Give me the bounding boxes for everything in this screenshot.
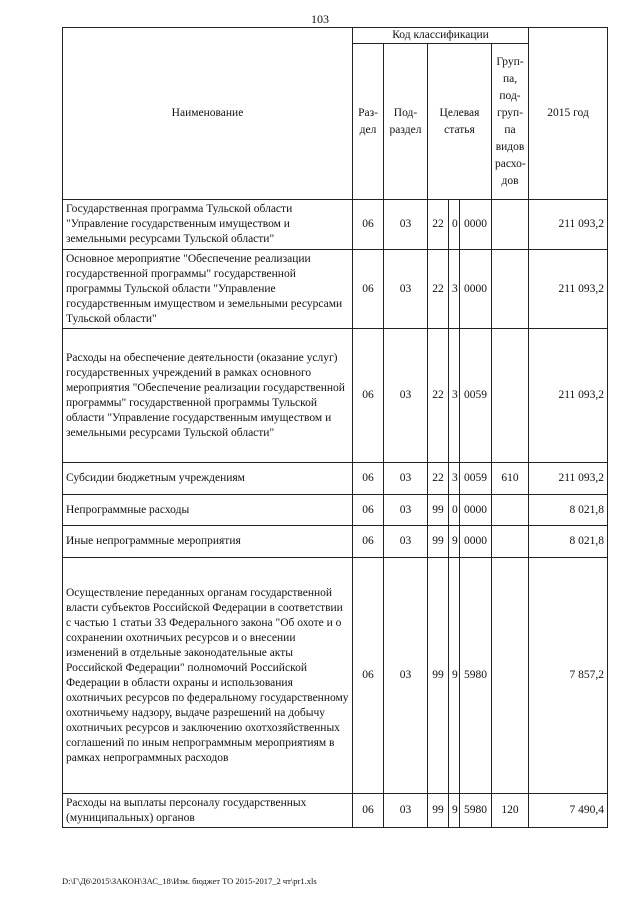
- table-row: [63, 250, 608, 329]
- header-row: [63, 28, 608, 44]
- row-razdel: 06: [353, 329, 384, 463]
- header-name: Наименование: [63, 28, 353, 200]
- row-target-direction: 0000: [460, 495, 492, 526]
- table-row: [63, 526, 608, 558]
- row-razdel: 06: [353, 495, 384, 526]
- row-amount: 211 093,2: [529, 250, 608, 329]
- row-target-program: 22: [428, 329, 449, 463]
- row-name: Непрограммные расходы: [63, 495, 353, 526]
- row-target-program: 99: [428, 526, 449, 558]
- row-razdel: 06: [353, 250, 384, 329]
- table-row: [63, 463, 608, 495]
- row-name: Основное мероприятие "Обеспечение реализации государственной программы" государственной программы Тульской области "Управление государственным имуществом и земельными ресурсами Тульской области": [63, 250, 353, 329]
- row-target-subprogram: 9: [449, 794, 460, 828]
- row-target-subprogram: 0: [449, 200, 460, 250]
- row-target-direction: 0059: [460, 463, 492, 495]
- row-target-subprogram: 3: [449, 250, 460, 329]
- row-amount: 211 093,2: [529, 329, 608, 463]
- row-amount: 8 021,8: [529, 495, 608, 526]
- row-target-program: 99: [428, 794, 449, 828]
- row-target-program: 99: [428, 495, 449, 526]
- row-podrazdel: 03: [384, 250, 428, 329]
- row-target-direction: 0000: [460, 250, 492, 329]
- table-row: [63, 794, 608, 828]
- row-group: 610: [492, 463, 529, 495]
- row-target-direction: 0000: [460, 526, 492, 558]
- header-target: Целевая статья: [428, 44, 492, 200]
- budget-table: [62, 27, 608, 828]
- header-group: Груп- па, под- груп- па видов расхо- дов: [492, 44, 529, 200]
- row-podrazdel: 03: [384, 495, 428, 526]
- row-podrazdel: 03: [384, 558, 428, 794]
- row-razdel: 06: [353, 558, 384, 794]
- row-group: [492, 200, 529, 250]
- row-target-direction: 5980: [460, 558, 492, 794]
- row-razdel: 06: [353, 200, 384, 250]
- row-target-program: 22: [428, 200, 449, 250]
- row-target-subprogram: 9: [449, 558, 460, 794]
- row-group: [492, 250, 529, 329]
- header-razdel: Раз- дел: [353, 44, 384, 200]
- row-name: Расходы на обеспечение деятельности (оказание услуг) государственных учреждений в рамках основного мероприятия "Обеспечение реализации государственной программы" государственной программы Тульской области "Управление государственным имуществом и земельными ресурсами Тульской области": [63, 329, 353, 463]
- row-group: [492, 558, 529, 794]
- row-razdel: 06: [353, 794, 384, 828]
- row-podrazdel: 03: [384, 329, 428, 463]
- table-row: [63, 495, 608, 526]
- row-group: [492, 329, 529, 463]
- row-target-program: 22: [428, 463, 449, 495]
- row-amount: 7 857,2: [529, 558, 608, 794]
- row-target-subprogram: 9: [449, 526, 460, 558]
- row-name: Субсидии бюджетным учреждениям: [63, 463, 353, 495]
- row-amount: 211 093,2: [529, 200, 608, 250]
- row-target-direction: 5980: [460, 794, 492, 828]
- row-group: 120: [492, 794, 529, 828]
- header-podrazdel: Под- раздел: [384, 44, 428, 200]
- row-razdel: 06: [353, 526, 384, 558]
- row-amount: 8 021,8: [529, 526, 608, 558]
- row-group: [492, 526, 529, 558]
- row-target-program: 99: [428, 558, 449, 794]
- row-podrazdel: 03: [384, 794, 428, 828]
- row-razdel: 06: [353, 463, 384, 495]
- page-number: 103: [311, 12, 329, 26]
- file-path-footer: D:\Г\Д6\2015\ЗАКОН\ЗАС_18\Изм. бюджет ТО 2015-2017_2 чт\pr1.xls: [62, 876, 317, 886]
- row-target-direction: 0000: [460, 200, 492, 250]
- header-year: 2015 год: [529, 28, 608, 200]
- table-row: [63, 329, 608, 463]
- row-amount: 211 093,2: [529, 463, 608, 495]
- row-name: Иные непрограммные мероприятия: [63, 526, 353, 558]
- row-podrazdel: 03: [384, 526, 428, 558]
- row-podrazdel: 03: [384, 200, 428, 250]
- row-name: Государственная программа Тульской области "Управление государственным имуществом и земельными ресурсами Тульской области": [63, 200, 353, 250]
- row-target-program: 22: [428, 250, 449, 329]
- row-group: [492, 495, 529, 526]
- row-target-direction: 0059: [460, 329, 492, 463]
- row-target-subprogram: 0: [449, 495, 460, 526]
- table-row: [63, 200, 608, 250]
- row-target-subprogram: 3: [449, 329, 460, 463]
- table-row: [63, 558, 608, 794]
- row-target-subprogram: 3: [449, 463, 460, 495]
- header-classification: Код классификации: [353, 28, 529, 44]
- row-amount: 7 490,4: [529, 794, 608, 828]
- row-name: Осуществление переданных органам государственной власти субъектов Российской Федерации в соответствии с частью 1 статьи 33 Федерального закона "Об охоте и о сохранении охотничьих ресурсов и о внесении изменений в отдельные законодательные акты Российской Федерации" полномочий Российской Федерации в области охраны и использования охотничьих ресурсов по федеральному государственному охотничьему надзору, выдаче разрешений на добычу охотничьих ресурсов и заключению охотхозяйственных соглашений по иным непрограммным мероприятиям в рамках непрограммных расходов: [63, 558, 353, 794]
- row-podrazdel: 03: [384, 463, 428, 495]
- row-name: Расходы на выплаты персоналу государственных (муниципальных) органов: [63, 794, 353, 828]
